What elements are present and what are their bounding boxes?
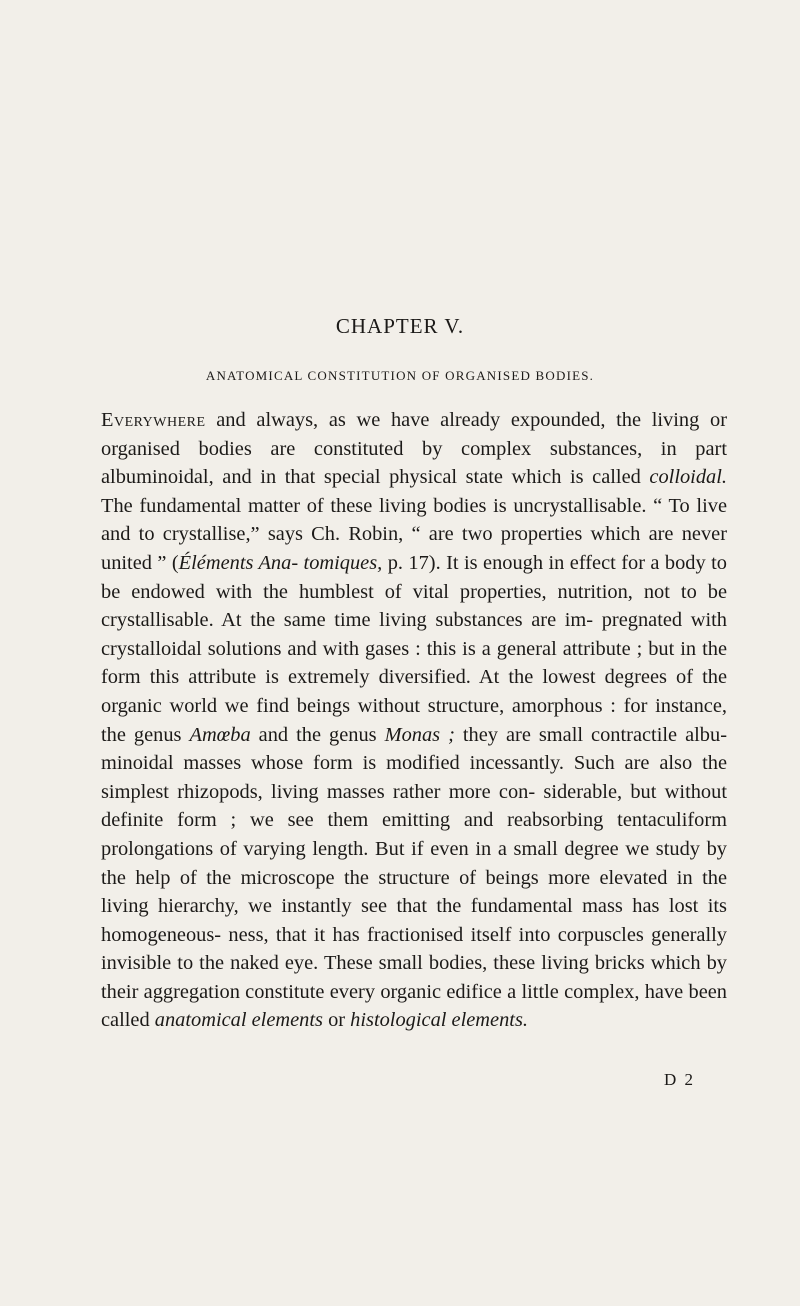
text-run: or <box>322 1009 351 1032</box>
text-run: The fundamental matter of these living bodies is uncrystallisable. “ To live and to crystallise,” says Ch. Robin, “ are two properties which are never united ” ( <box>101 494 727 574</box>
chapter-subtitle: ANATOMICAL CONSTITUTION OF ORGANISED BODIES. <box>205 368 595 383</box>
text-run: p. 17). It is enough in effect for a body to be endowed with the humblest of vital properties, nutrition, not to be crystallisable. At the same time living substances are im- pregnated with crystalloidal solutions and with gases : this is a general attribute ; but in the form this attribute is extremely diversified. At the lowest degrees of the organic world we find beings without structure, amorphous : for instance, the genus <box>101 551 727 746</box>
text-run: and always, as we have already expounded, the living or organised bodies are constituted by complex substances, in part albuminoidal, and in that special physical state which is called <box>101 409 727 489</box>
italic-citation: Éléments Ana- tomiques, <box>178 551 383 574</box>
italic-term: colloidal. <box>649 466 727 489</box>
body-paragraph <box>101 406 727 1035</box>
chapter-title: CHAPTER V. <box>335 314 465 338</box>
italic-term: histological elements. <box>350 1009 528 1032</box>
italic-genus: Amœba <box>189 723 251 746</box>
opening-word: Everywhere <box>101 409 206 431</box>
italic-genus: Monas ; <box>384 723 455 746</box>
italic-term: anatomical elements <box>154 1009 323 1032</box>
signature-mark: D 2 <box>664 1070 696 1089</box>
text-run: they are small contractile albu- minoidal masses whose form is modified incessantly. Such are also the simplest rhizopods, living masses rather more con- siderable, but without definite form ; we see them emitting and reabsorbing tentaculiform prolongations of varying length. But if even in a small degree we study by the help of the microscope the structure of beings more elevated in the living hierarchy, we instantly see that the fundamental mass has lost its homogeneous- ness, that it has fractionised itself into corpuscles generally invisible to the naked eye. These small bodies, these living bricks which by their aggregation constitute every organic edifice a little complex, have been called <box>101 723 727 1032</box>
text-run: and the genus <box>250 723 385 746</box>
